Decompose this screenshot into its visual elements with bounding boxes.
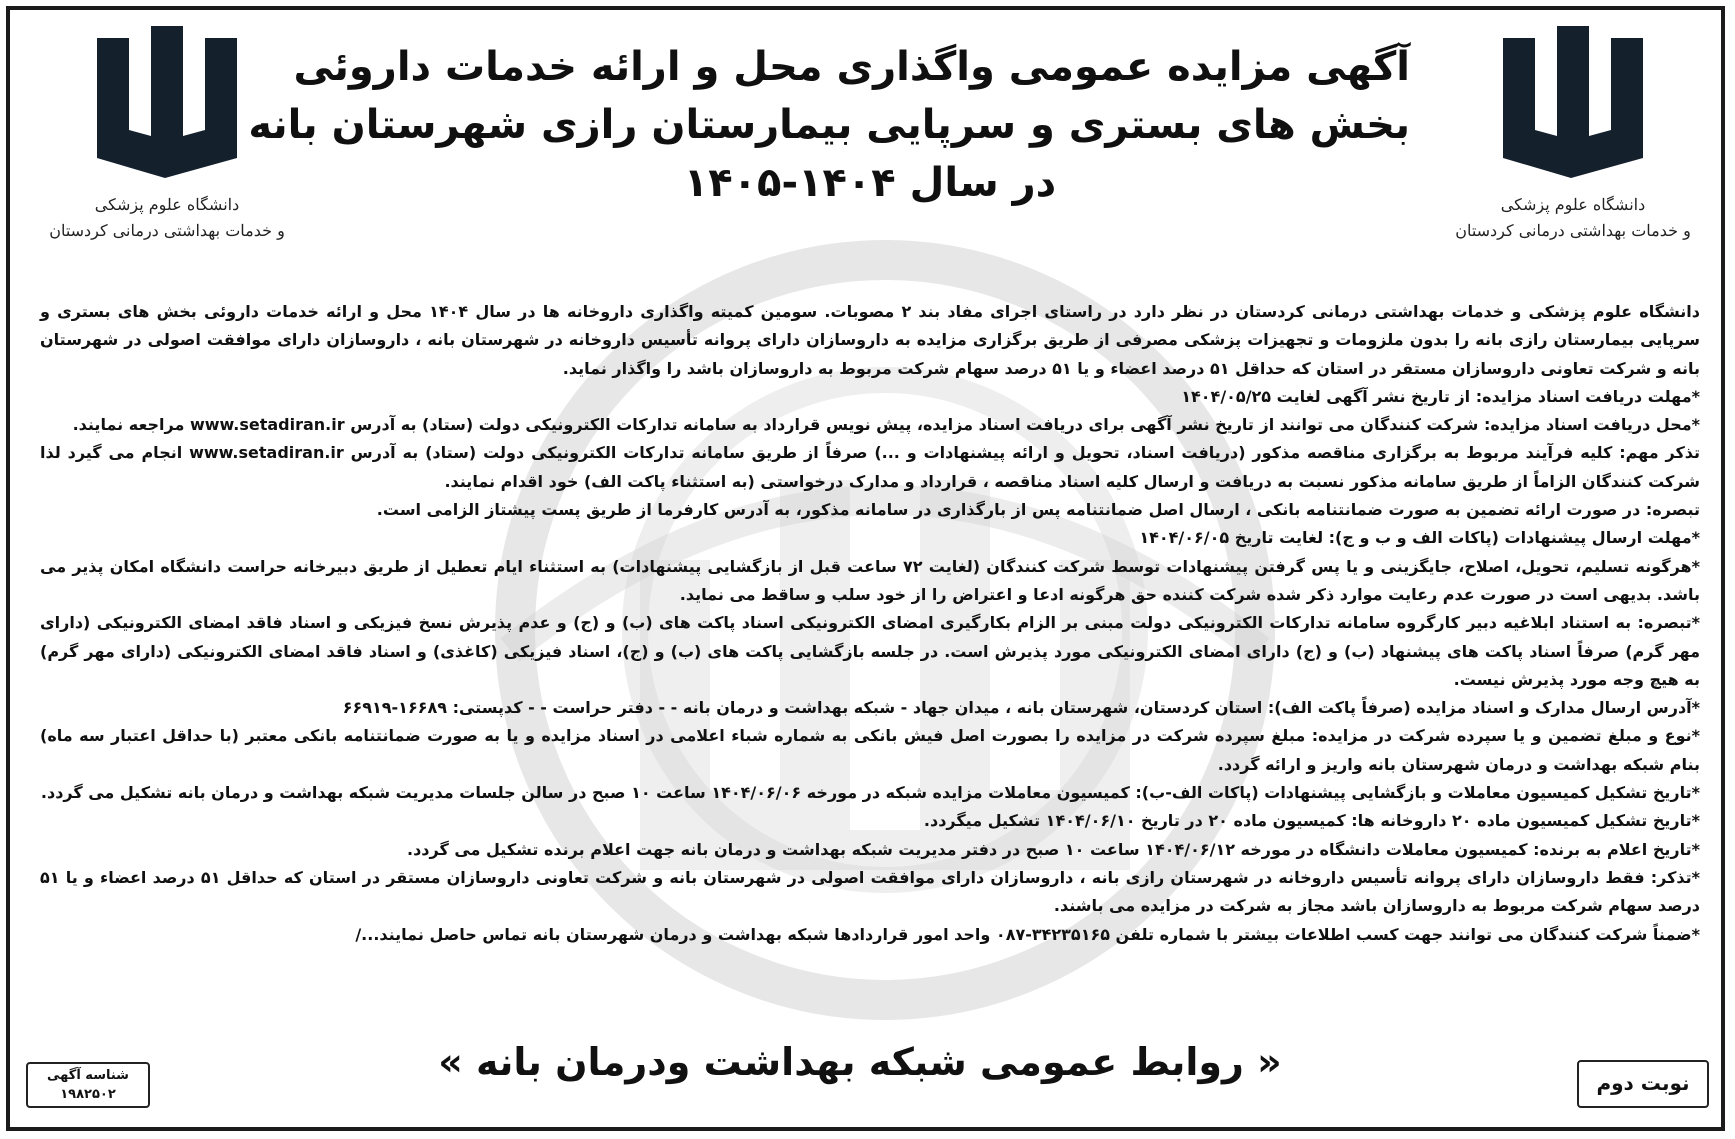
contact-info: *ضمناً شرکت کنندگان می توانند جهت کسب اطلاعات بیشتر با شماره تلفن ۳۴۲۳۵۱۶۵-۰۸۷ واحد امور قراردادها شبکه بهداشت و درمان شهرستان بانه تماس حاصل نمایند.../ (355, 924, 1700, 944)
eligibility-reminder: *تذکر: فقط داروسازان دارای پروانه تأسیس داروخانه در شهرستان رازی بانه ، داروسازان دارای موافقت اصولی در شهرستان بانه و شرکت تعاونی داروسازان مستقر در استان که حداقل ۵۱ درصد اعضاء و یا ۵۱ درصد سهام شرکت مربوط به داروسازان باشد مجاز به شرکت در مزایده می باشند. (40, 867, 1700, 916)
university-logo-right (1433, 18, 1713, 244)
commission-20-date: *تاریخ تشکیل کمیسیون ماده ۲۰ داروخانه ها: کمیسیون ماده ۲۰ در تاریخ ۱۴۰۴/۰۶/۱۰ تشکیل میگردد. (923, 811, 1700, 831)
intro-paragraph: دانشگاه علوم پزشکی و خدمات بهداشتی درمانی کردستان در نظر دارد در راستای اجرای مفاد بند ۲ مصوبات. سومین کمیته واگذاری داروخانه ها در سال ۱۴۰۴ محل و ارائه خدمات داروئی بخش های بستری و سرپایی بیمارستان رازی بانه را بدون ملزومات و تجهیزات پزشکی مصرفی از طریق برگزاری مزایده به داروسازان دارای پروانه تأسیس داروخانه در شهرستان بانه ، داروسازان دارای موافقت اصولی در شهرستان بانه و شرکت تعاونی داروسازان مستقر در استان که حداقل ۵۱ درصد اعضاء و یا ۵۱ درصد سهام شرکت مربوط به داروسازان باشد را واگذار نماید. (40, 302, 1700, 378)
public-relations-signature: « روابط عمومی شبکه بهداشت ودرمان بانه » (438, 1040, 1282, 1084)
ad-title-line2: بخش های بستری و سرپایی بیمارستان رازی شهرستان بانه (248, 102, 1410, 148)
winner-announcement: *تاریخ اعلام به برنده: کمیسیون معاملات دانشگاه در مورخه ۱۴۰۴/۰۶/۱۲ ساعت ۱۰ صبح در دفتر مدیریت شبکه بهداشت و درمان بانه جهت اعلام برنده تشکیل می گردد. (407, 839, 1700, 859)
delivery-terms: *هرگونه تسلیم، تحویل، اصلاح، جایگزینی و یا پس گرفتن پیشنهادات توسط شرکت کنندگان (لغایت ۷۲ ساعت قبل از بازگشایی پیشنهادات) به استثناء ایام تعطیل از طریق دبیرخانه حراست دانشگاه امکان پذیر می باشد. بدیهی است در صورت عدم رعایت موارد ذکر شده شرکت کننده حق هرگونه ادعا و اعتراض را از خود سلب و ساقط می نماید. (40, 556, 1700, 604)
university-emblem-icon (1483, 18, 1663, 188)
ad-title-line3: در سال ۱۴۰۴-۱۴۰۵ (683, 160, 1057, 206)
docs-deadline: *مهلت دریافت اسناد مزایده: از تاریخ نشر آگهی لغایت ۱۴۰۴/۰۵/۲۵ (1181, 386, 1700, 406)
postal-address: *آدرس ارسال مدارک و اسناد مزایده (صرفاً پاکت الف): استان کردستان، شهرستان بانه ، میدان جهاد - شبکه بهداشت و درمان بانه - - دفتر حراست - - کدپستی: ۱۶۶۸۹-۶۶۹۱۹ (342, 698, 1700, 718)
deposit-terms: *نوع و مبلغ تضمین و یا سپرده شرکت در مزایده: مبلغ سپرده شرکت در مزایده را بصورت اصل فیش بانکی به شماره شباء اعلامی در اسناد مزایده و یا به صورت ضمانتنامه بانکی معتبر (با حداقل اعتبار سه ماه) بنام شبکه بهداشت و درمان شهرستان بانه واریز و ارائه گردد. (40, 726, 1700, 774)
university-name-line2: و خدمات بهداشتی درمانی کردستان (1455, 221, 1691, 240)
university-name-line2: و خدمات بهداشتی درمانی کردستان (49, 221, 285, 240)
guarantee-note: تبصره: در صورت ارائه تضمین به صورت ضمانتنامه بانکی ، ارسال اصل ضمانتنامه پس از بارگذاری در سامانه مذکور، به آدرس کارفرما از طریق پست پیشتاز الزامی است. (376, 500, 1700, 520)
university-name-line1: دانشگاه علوم پزشکی (94, 195, 240, 214)
publication-turn-badge: نوبت دوم (1577, 1060, 1709, 1108)
ad-id-label: شناسه آگهی (47, 1068, 129, 1083)
ad-id-value: ۱۹۸۲۵۰۲ (60, 1087, 116, 1102)
ad-title-line1: آگهی مزایده عمومی واگذاری محل و ارائه خدمات داروئی (293, 44, 1410, 90)
signature-note: *تبصره: به استناد ابلاغیه دبیر کارگروه سامانه تدارکات الکترونیکی دولت مبنی بر الزام بکارگیری امضای الکترونیکی اسناد پاکت های (ب) و (ج) و عدم پذیرش نسخ فیزیکی و اسناد فاقد امضای الکترونیکی (دارای مهر گرم) صرفاً اسناد پاکت های پیشنهاد (ب) و (ج) دارای امضای الکترونیکی مورد پذیرش است. در جلسه بازگشایی پاکت های (ب) و (ج)، اسناد فیزیکی (کاغذی) و اسناد فاقد امضای الکترونیکی (دارای مهر گرم) به هیچ وجه مورد پذیرش نیست. (40, 613, 1700, 689)
important-note: تذکر مهم: کلیه فرآیند مربوط به برگزاری مناقصه مذکور (دریافت اسناد، تحویل و ارائه پیشنهادات و ...) صرفاً از طریق سامانه تدارکات الکترونیکی دولت (ستاد) به آدرس www.setadiran.ir انجام می گیرد لذا شرکت کنندگان الزاماً از طریق سامانه مذکور نسبت به دریافت و ارسال کلیه اسناد مناقصه ، قرارداد و مدارک درخواستی (به استثناء پاکت الف) خود اقدام نمایند. (40, 443, 1700, 491)
commission-date: *تاریخ تشکیل کمیسیون معاملات و بازگشایی پیشنهادات (پاکات الف-ب): کمیسیون معاملات مزایده شبکه در مورخه ۱۴۰۴/۰۶/۰۶ ساعت ۱۰ صبح در سالن جلسات مدیریت شبکه بهداشت و درمان بانه تشکیل می گردد. (40, 783, 1700, 803)
ad-title (248, 38, 1410, 212)
ad-body (40, 298, 1700, 949)
offers-deadline: *مهلت ارسال پیشنهادات (پاکات الف و ب و ج): لغایت تاریخ ۱۴۰۴/۰۶/۰۵ (1139, 528, 1700, 548)
university-emblem-icon (77, 18, 257, 188)
university-name-line1: دانشگاه علوم پزشکی (1500, 195, 1646, 214)
docs-place: *محل دریافت اسناد مزایده: شرکت کنندگان می توانند از تاریخ نشر آگهی برای دریافت اسناد مزایده، پیش نویس قرارداد به سامانه تدارکات الکترونیکی دولت (ستاد) به آدرس www.setadiran.ir مراجعه نمایند. (72, 415, 1700, 435)
ad-id-box (26, 1062, 150, 1108)
